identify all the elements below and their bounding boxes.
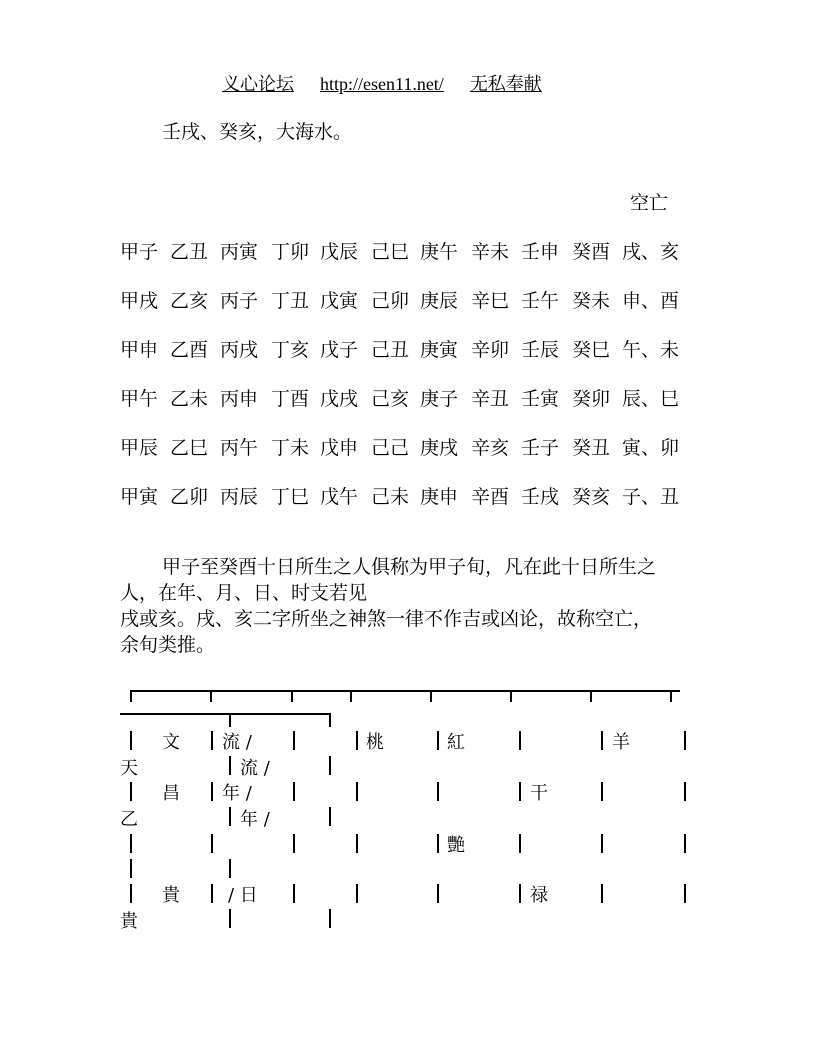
kongwang-ganzhi: 丙申 (220, 388, 259, 410)
table-bar (293, 834, 295, 853)
table-bar (601, 731, 603, 750)
kongwang-row (120, 286, 690, 312)
kongwang-ganzhi: 戊寅 (320, 290, 359, 312)
cell-guiren: 貴 (162, 885, 180, 906)
cell-liunian: 年 / (222, 783, 252, 804)
cell-wenchang: 昌 (162, 783, 180, 804)
kongwang-ganzhi: 癸巳 (572, 339, 611, 361)
section-title: 空亡 (630, 192, 669, 214)
table-bar (130, 859, 132, 878)
kongwang-ganzhi: 丙戌 (220, 339, 259, 361)
kongwang-ganzhi: 丁丑 (271, 290, 310, 312)
table-bar (329, 807, 331, 826)
kongwang-ganzhi: 壬申 (521, 241, 560, 263)
kongwang-ganzhi: 壬子 (521, 437, 560, 459)
kongwang-row (120, 237, 690, 263)
table-bar (519, 731, 521, 750)
kongwang-row (120, 384, 690, 410)
table-bar (329, 909, 331, 928)
table-tick (670, 690, 672, 702)
table-bar (130, 884, 132, 903)
table-bar (229, 909, 231, 928)
table-bar (229, 756, 231, 775)
kongwang-row (120, 433, 690, 459)
explanation-line: 戌或亥。戌、亥二字所坐之神煞一律不作吉或凶论，故称空亡， (120, 608, 653, 630)
kongwang-ganzhi: 乙卯 (170, 486, 209, 508)
cell-ganlu: 干 (530, 783, 548, 804)
table-bar (293, 731, 295, 750)
cell-tianyi: 天 (120, 758, 138, 779)
kongwang-ganzhi: 戊申 (320, 437, 359, 459)
kongwang-void-branches: 申、酉 (622, 290, 680, 312)
kongwang-ganzhi: 辛未 (471, 241, 510, 263)
cell-rizhu: / 日 (228, 885, 258, 906)
kongwang-ganzhi: 辛巳 (471, 290, 510, 312)
kongwang-ganzhi: 壬午 (521, 290, 560, 312)
kongwang-ganzhi: 己未 (371, 486, 410, 508)
table-bar (130, 834, 132, 853)
kongwang-ganzhi: 庚子 (420, 388, 459, 410)
kongwang-ganzhi: 丁亥 (271, 339, 310, 361)
table-bar (356, 884, 358, 903)
kongwang-ganzhi: 癸酉 (572, 241, 611, 263)
kongwang-ganzhi: 癸未 (572, 290, 611, 312)
kongwang-ganzhi: 戊午 (320, 486, 359, 508)
cell-wenchang: 文 (162, 732, 180, 753)
kongwang-ganzhi: 戊子 (320, 339, 359, 361)
kongwang-ganzhi: 癸丑 (572, 437, 611, 459)
table-bar (293, 782, 295, 801)
kongwang-ganzhi: 壬辰 (521, 339, 560, 361)
kongwang-ganzhi: 庚寅 (420, 339, 459, 361)
table-tick (430, 690, 432, 702)
explanation-line: 甲子至癸酉十日所生之人俱称为甲子旬，凡在此十日所生之 (162, 556, 657, 578)
kongwang-ganzhi: 乙丑 (170, 241, 209, 263)
kongwang-ganzhi: 丁巳 (271, 486, 310, 508)
kongwang-ganzhi: 丁未 (271, 437, 310, 459)
table-bar (437, 782, 439, 801)
kongwang-void-branches: 辰、巳 (622, 388, 680, 410)
table-tick (350, 690, 352, 702)
kongwang-ganzhi: 己己 (371, 437, 410, 459)
table-bar (211, 731, 213, 750)
explanation-paragraph (120, 554, 698, 658)
table-bar (684, 884, 686, 903)
kongwang-ganzhi: 癸亥 (572, 486, 611, 508)
table-bar (211, 834, 213, 853)
kongwang-ganzhi: 丙午 (220, 437, 259, 459)
table-bar (519, 834, 521, 853)
kongwang-ganzhi: 庚辰 (420, 290, 459, 312)
table-bar (601, 884, 603, 903)
kongwang-void-branches: 寅、卯 (622, 437, 680, 459)
table-bar (293, 884, 295, 903)
table-tick (229, 713, 231, 727)
kongwang-ganzhi: 壬寅 (521, 388, 560, 410)
cell-yangren: 羊 (612, 732, 630, 753)
table-tick (329, 713, 331, 727)
kongwang-ganzhi: 己亥 (371, 388, 410, 410)
cell-taohua: 桃 (366, 732, 384, 753)
cell-tianyi: 乙 (120, 809, 138, 830)
table-bar (437, 884, 439, 903)
kongwang-ganzhi: 丙辰 (220, 486, 259, 508)
explanation-line: 人，在年、月、日、时支若见 (120, 582, 368, 604)
table-bar (229, 859, 231, 878)
kongwang-ganzhi: 庚申 (420, 486, 459, 508)
table-bar (356, 782, 358, 801)
kongwang-ganzhi: 甲午 (120, 388, 159, 410)
cell-hongyan: 艷 (447, 835, 465, 856)
kongwang-ganzhi: 己巳 (371, 241, 410, 263)
table-bar (601, 782, 603, 801)
table-tick (590, 690, 592, 702)
table-bar (519, 884, 521, 903)
table-bar (130, 782, 132, 801)
table-bar (684, 782, 686, 801)
kongwang-ganzhi: 辛酉 (471, 486, 510, 508)
kongwang-ganzhi: 丙子 (220, 290, 259, 312)
kongwang-ganzhi: 己丑 (371, 339, 410, 361)
kongwang-ganzhi: 丙寅 (220, 241, 259, 263)
kongwang-ganzhi: 甲戌 (120, 290, 159, 312)
kongwang-ganzhi: 乙巳 (170, 437, 209, 459)
header-tagline: 无私奉献 (469, 74, 542, 94)
table-bar (356, 731, 358, 750)
kongwang-ganzhi: 丁酉 (271, 388, 310, 410)
table-top-rule (130, 690, 680, 692)
kongwang-ganzhi: 己卯 (371, 290, 410, 312)
kongwang-ganzhi: 甲子 (120, 241, 159, 263)
table-tick (291, 690, 293, 702)
kongwang-row (120, 335, 690, 361)
cell-ganlu: 禄 (530, 885, 548, 906)
kongwang-ganzhi: 戊辰 (320, 241, 359, 263)
explanation-line: 余旬类推。 (120, 634, 216, 656)
table-bar (211, 884, 213, 903)
kongwang-ganzhi: 癸卯 (572, 388, 611, 410)
table-bar (211, 782, 213, 801)
table-tick (130, 690, 132, 702)
kongwang-void-branches: 子、丑 (622, 486, 680, 508)
header-url[interactable]: http://esen11.net/ (320, 74, 444, 94)
kongwang-ganzhi: 甲寅 (120, 486, 159, 508)
intro-line: 壬戌、癸亥，大海水。 (162, 121, 353, 143)
kongwang-ganzhi: 辛卯 (471, 339, 510, 361)
cell-guiren: 貴 (120, 911, 138, 932)
table-bar (684, 834, 686, 853)
table-bar (684, 731, 686, 750)
table-bar (437, 834, 439, 853)
kongwang-void-branches: 午、未 (622, 339, 680, 361)
kongwang-ganzhi: 戊戌 (320, 388, 359, 410)
kongwang-ganzhi: 甲辰 (120, 437, 159, 459)
table-bar (437, 731, 439, 750)
kongwang-ganzhi: 乙未 (170, 388, 209, 410)
kongwang-ganzhi: 庚戌 (420, 437, 459, 459)
kongwang-ganzhi: 辛丑 (471, 388, 510, 410)
kongwang-ganzhi: 壬戌 (521, 486, 560, 508)
kongwang-ganzhi: 庚午 (420, 241, 459, 263)
table-bar (519, 782, 521, 801)
table-second-rule (120, 713, 330, 715)
table-bar (601, 834, 603, 853)
kongwang-ganzhi: 辛亥 (471, 437, 510, 459)
kongwang-ganzhi: 甲申 (120, 339, 159, 361)
table-bar (329, 756, 331, 775)
table-tick (510, 690, 512, 702)
kongwang-ganzhi: 丁卯 (271, 241, 310, 263)
page-header (222, 70, 542, 96)
table-bar (130, 731, 132, 750)
table-bar (229, 807, 231, 826)
table-bar (356, 834, 358, 853)
kongwang-void-branches: 戌、亥 (622, 241, 680, 263)
kongwang-ganzhi: 乙亥 (170, 290, 209, 312)
table-tick (210, 690, 212, 702)
kongwang-ganzhi: 乙酉 (170, 339, 209, 361)
cell-hongyan: 紅 (447, 732, 465, 753)
cell-liunian: 流 / (222, 732, 252, 753)
kongwang-row (120, 482, 690, 508)
cell-liunian: 流 / (240, 758, 270, 779)
header-site: 义心论坛 (222, 74, 294, 94)
cell-liunian: 年 / (240, 809, 270, 830)
